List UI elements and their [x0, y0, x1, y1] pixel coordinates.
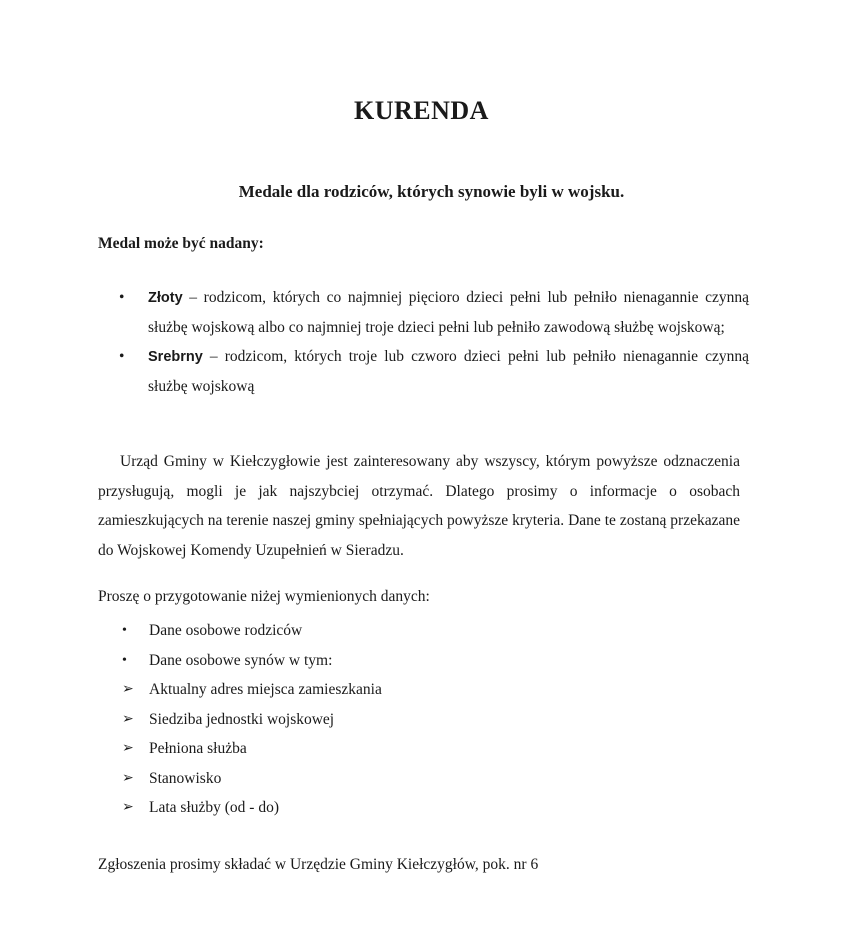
list-item [122, 705, 382, 735]
arrow-right-icon: ➢ [122, 682, 134, 697]
list-item-label: Siedziba jednostki wojskowej [149, 710, 335, 728]
arrow-right-icon: ➢ [122, 741, 134, 756]
medal-name: Złoty [148, 290, 183, 306]
footer-note: Zgłoszenia prosimy składać w Urzędzie Gminy Kiełczygłów, pok. nr 6 [98, 856, 539, 873]
medal-description: – rodzicom, których co najmniej pięcioro dzieci pełni lub pełniło nienagannie czynną służbę wojskową albo co najmniej troje dzieci pełni lub pełniło zawodową służbę wojskową; [148, 289, 749, 336]
required-data-list [122, 616, 382, 823]
request-intro: Proszę o przygotowanie niżej wymienionych danych: [98, 588, 430, 605]
document-subtitle: Medale dla rodziców, których synowie byli w wojsku. [238, 182, 625, 201]
bullet-icon: • [122, 623, 127, 638]
bullet-icon: • [119, 289, 125, 306]
document-title: KURENDA [354, 96, 489, 125]
list-item [122, 646, 382, 676]
list-item [122, 616, 382, 646]
medal-description: – rodzicom, których troje lub czworo dzieci pełni lub pełniło nienagannie czynną służbę wojskową [148, 348, 749, 395]
arrow-right-icon: ➢ [122, 711, 134, 727]
arrow-right-icon: ➢ [122, 770, 134, 786]
list-item-label: Pełniona służba [149, 740, 247, 757]
medal-item-gold [119, 283, 749, 342]
list-item [122, 764, 382, 794]
bullet-icon: • [119, 348, 125, 365]
list-item [122, 675, 382, 705]
medal-heading: Medal może być nadany: [98, 235, 264, 252]
list-item [122, 793, 382, 823]
list-item-label: Aktualny adres miejsca zamieszkania [149, 681, 382, 698]
list-item-label: Dane osobowe rodziców [149, 622, 303, 639]
body-paragraph: Urząd Gminy w Kiełczygłowie jest zainteresowany aby wszyscy, którym powyższe odznaczenia przysługują, mogli je jak najszybciej otrzymać. Dlatego prosimy o informacje o osobach zamieszkujących na terenie naszej gminy spełniających powyższe kryteria. Dane te zostaną przekazane do Wojskowej Komendy Uzupełnień w Sieradzu. [98, 453, 740, 559]
medal-item-silver [119, 342, 749, 401]
arrow-right-icon: ➢ [122, 800, 134, 815]
list-item [122, 734, 382, 764]
list-item-label: Stanowisko [149, 769, 222, 787]
list-item-label: Lata służby (od - do) [149, 799, 279, 816]
bullet-icon: • [122, 652, 127, 668]
medal-name: Srebrny [148, 349, 203, 365]
list-item-label: Dane osobowe synów w tym: [149, 651, 333, 669]
medal-list [119, 283, 749, 401]
